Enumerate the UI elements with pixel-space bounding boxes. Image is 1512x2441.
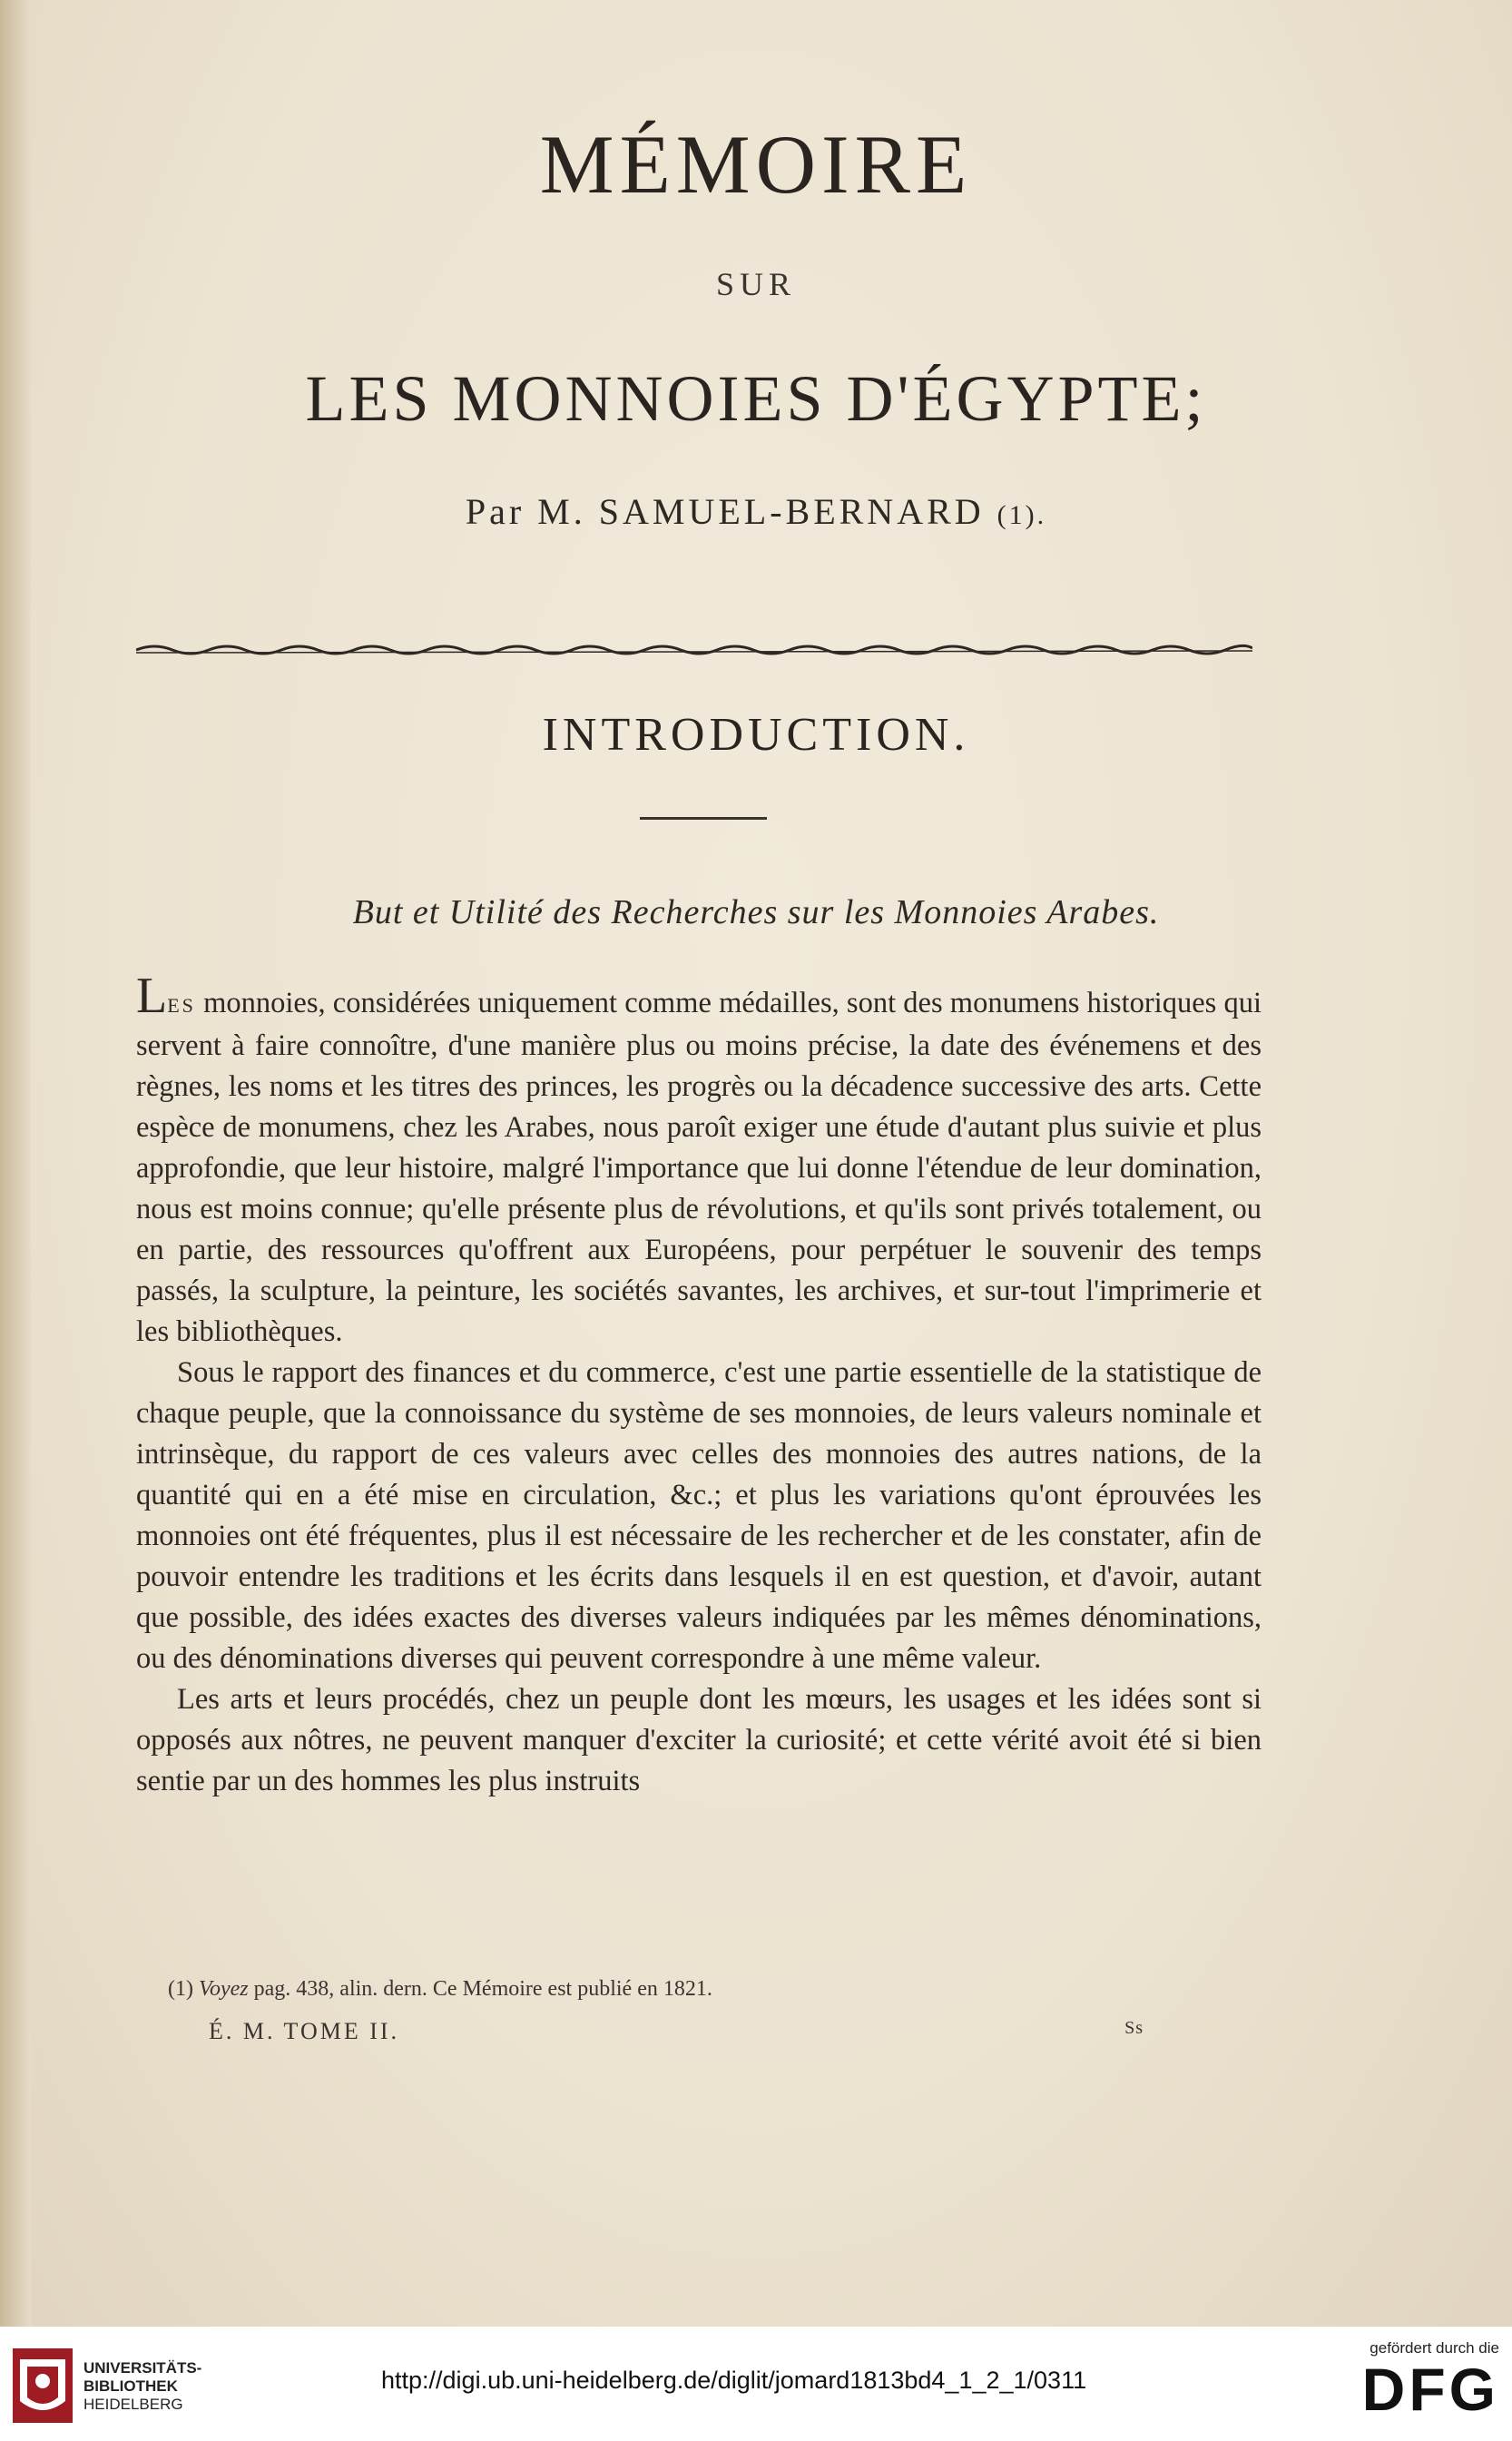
footnote-voyez: Voyez (198, 1977, 249, 2001)
small-caps: ES (167, 994, 196, 1017)
signature-line (209, 2018, 1144, 2045)
paragraph-2: Sous le rapport des finances et du commerce, c'est une partie essentielle de la statistique de chaque peuple, que la connoissance du système de ses monnoies, de leurs valeurs nominale et intrinsèque, du rapport de ces valeurs avec celles des monnoies des autres nations, de la quantité qui en a été mise en circulation, &c.; et plus les variations qu'ont éprouvées les monnoies ont été fréquentes, plus il est nécessaire de les rechercher et de les constater, afin de pouvoir entendre les traditions et les écrits dans lesquels il en est question, et d'avoir, autant que possible, des idées exactes des diverses valeurs indiquées par les mêmes dénominations, ou des dénominations diverses qui peuvent correspondre à une même valeur. (136, 1356, 1262, 1675)
author-par: Par (465, 491, 525, 532)
drop-cap: L (136, 968, 168, 1024)
ornamental-rule (136, 635, 1252, 663)
dfg-logo: DFG (1361, 2356, 1499, 2423)
sponsor-block (1362, 2339, 1499, 2421)
paragraph-3: Les arts et leurs procédés, chez un peuple dont les mœurs, les usages et les idées sont si opposés aux nôtres, ne peuvent manquer d'exciter la curiosité; et cette vérité avoit été si bien sentie par un des hommes les plus instruits (136, 1683, 1262, 1797)
body-text (136, 968, 1262, 1802)
permalink-url[interactable]: http://digi.ub.uni-heidelberg.de/diglit/jomard1813bd4_1_2_1/0311 (381, 2367, 1087, 2394)
signature-right: Ss (1124, 2018, 1144, 2038)
title-sur: SUR (715, 266, 797, 302)
library-name (83, 2359, 201, 2414)
page-spine-shadow (0, 0, 31, 2327)
footer-bar (0, 2327, 1512, 2441)
footnote (168, 1977, 1257, 2002)
author-note: (1). (997, 500, 1047, 530)
university-seal-icon (11, 2347, 74, 2425)
library-line-3: HEIDELBERG (83, 2396, 183, 2413)
paragraph-1-text: monnoies, considérées uniquement comme médailles, sont des monumens historiques qui servent à faire connoître, d'une manière plus ou moins précise, la date des événemens et des règnes, les noms et les titres des princes, les progrès ou la décadence successive des arts. Cette espèce de monumens, chez les Arabes, nous paroît exiger une étude d'autant plus suivie et plus approfondie, que leur histoire, malgré l'importance que lui donne l'étendue de leur domination, nous est moins connue; qu'elle présente plus de révolutions, et qu'ils sont privés totalement, ou en partie, des ressources qu'offrent aux Européens, pour perpétuer le souvenir des temps passés, la sculpture, la peinture, les sociétés savantes, les archives, et sur-tout l'imprimerie et les bibliothèques. (136, 987, 1262, 1348)
section-subtitle: But et Utilité des Recherches sur les Monnoies Arabes. (352, 893, 1160, 931)
footnote-text: pag. 438, alin. dern. Ce Mémoire est publié en 1821. (253, 1977, 712, 2001)
author-name: M. SAMUEL-BERNARD (537, 491, 985, 532)
heading-divider (640, 817, 767, 820)
library-line-1: UNIVERSITÄTS- (83, 2359, 202, 2377)
signature-left: É. M. TOME II. (209, 2018, 400, 2044)
paragraph-1 (136, 968, 1262, 1353)
title-sub: LES MONNOIES D'ÉGYPTE; (305, 362, 1207, 435)
title-main: MÉMOIRE (539, 118, 973, 211)
section-heading: INTRODUCTION. (542, 709, 970, 761)
library-line-2: BIBLIOTHEK (83, 2377, 178, 2395)
author-line (0, 490, 1512, 533)
sponsor-label: gefördert durch die (1370, 2339, 1499, 2357)
footnote-mark: (1) (168, 1977, 193, 2001)
